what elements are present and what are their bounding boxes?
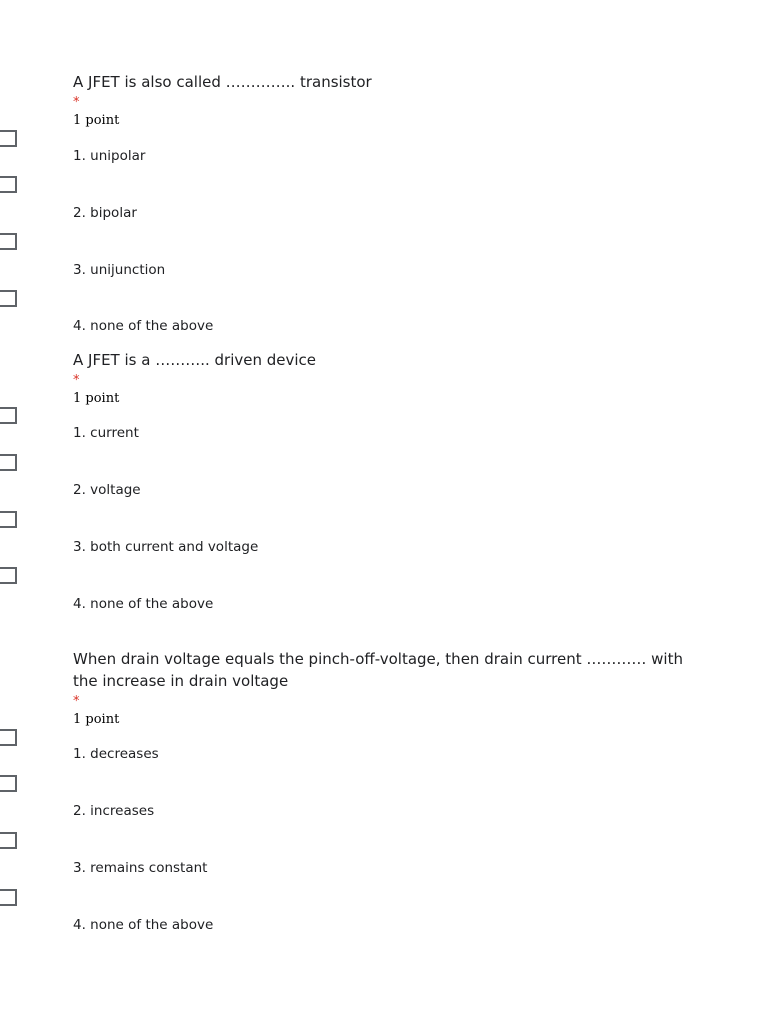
checkbox-unchecked-icon[interactable]	[0, 290, 17, 307]
option-label[interactable]: 1. unipolar	[73, 148, 146, 164]
option-checkbox[interactable]	[0, 176, 20, 196]
question-title: A JFET is a ……….. driven device	[73, 351, 317, 369]
checkbox-unchecked-icon[interactable]	[0, 233, 17, 250]
option-label[interactable]: 4. none of the above	[73, 318, 214, 334]
checkbox-unchecked-icon[interactable]	[0, 511, 17, 528]
option-label[interactable]: 2. voltage	[73, 482, 141, 498]
option-label[interactable]: 1. decreases	[73, 746, 159, 762]
checkbox-unchecked-icon[interactable]	[0, 176, 17, 193]
option-checkbox[interactable]	[0, 407, 20, 427]
checkbox-unchecked-icon[interactable]	[0, 832, 17, 849]
option-checkbox[interactable]	[0, 832, 20, 852]
option-checkbox[interactable]	[0, 729, 20, 749]
checkbox-unchecked-icon[interactable]	[0, 889, 17, 906]
points-label: 1 point	[73, 113, 120, 128]
option-label[interactable]: 4. none of the above	[73, 596, 214, 612]
option-checkbox[interactable]	[0, 233, 20, 253]
option-checkbox[interactable]	[0, 567, 20, 587]
required-asterisk: *	[73, 373, 80, 388]
option-label[interactable]: 3. remains constant	[73, 860, 208, 876]
option-checkbox[interactable]	[0, 290, 20, 310]
points-label: 1 point	[73, 712, 120, 727]
option-checkbox[interactable]	[0, 130, 20, 150]
option-label[interactable]: 2. increases	[73, 803, 155, 819]
option-label[interactable]: 3. unijunction	[73, 262, 166, 278]
required-asterisk: *	[73, 694, 80, 709]
checkbox-unchecked-icon[interactable]	[0, 454, 17, 471]
option-label[interactable]: 1. current	[73, 425, 139, 441]
option-label[interactable]: 2. bipolar	[73, 205, 137, 221]
required-asterisk: *	[73, 95, 80, 110]
option-checkbox[interactable]	[0, 454, 20, 474]
option-checkbox[interactable]	[0, 889, 20, 909]
checkbox-unchecked-icon[interactable]	[0, 407, 17, 424]
option-checkbox[interactable]	[0, 775, 20, 795]
checkbox-unchecked-icon[interactable]	[0, 130, 17, 147]
points-label: 1 point	[73, 391, 120, 406]
checkbox-unchecked-icon[interactable]	[0, 729, 17, 746]
option-label[interactable]: 4. none of the above	[73, 917, 214, 933]
option-checkbox[interactable]	[0, 511, 20, 531]
question-title: When drain voltage equals the pinch-off-voltage, then drain current ………… with the increase in drain voltage	[73, 650, 683, 690]
option-label[interactable]: 3. both current and voltage	[73, 539, 259, 555]
checkbox-unchecked-icon[interactable]	[0, 567, 17, 584]
question-title: A JFET is also called ………….. transistor	[73, 73, 372, 91]
checkbox-unchecked-icon[interactable]	[0, 775, 17, 792]
